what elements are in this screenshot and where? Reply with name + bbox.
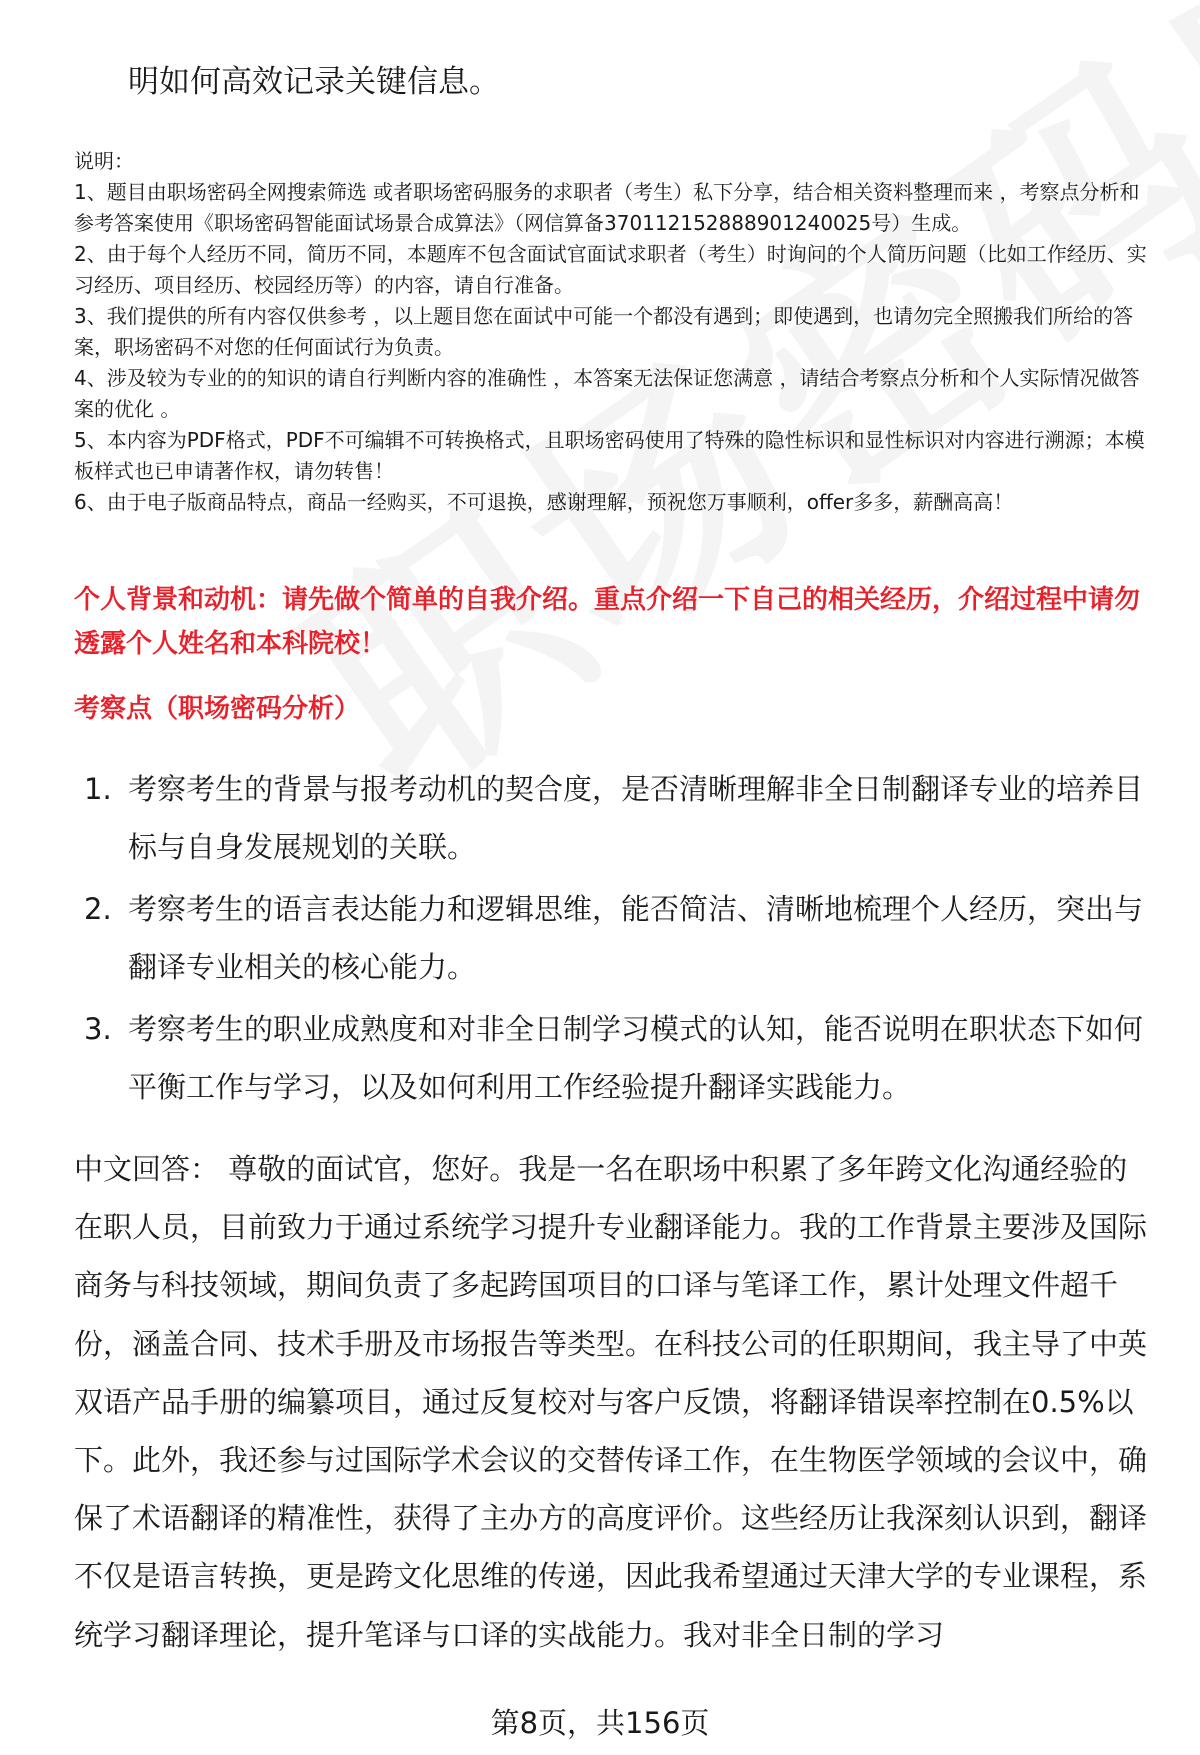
note-item: 4、涉及较为专业的的知识的请自行判断内容的准确性 ，本答案无法保证您满意 ，请结合考察点分析和个人实际情况做答案的优化 。 xyxy=(74,366,1140,421)
answer-text: 中文回答： 尊敬的面试官，您好。我是一名在职场中积累了多年跨文化沟通经验的在职人员，目前致力于通过系统学习提升专业翻译能力。我的工作背景主要涉及国际商务与科技领域，期间负责了多起跨国项目的口译与笔译工作，累计处理文件超千份，涵盖合同、技术手册及市场报告等类型。在科技公司的任职期间，我主导了中英双语产品手册的编纂项目，通过反复校对与客户反馈，将翻译错误率控制在0.5%以下。此外，我还参与过国际学术会议的交替传译工作，在生物医学领域的会议中，确保了术语翻译的精准性，获得了主办方的高度评价。这些经历让我深刻认识到，翻译不仅是语言转换，更是跨文化思维的传递，因此我希望通过天津大学的专业课程，系统学习翻译理论，提升笔译与口译的实战能力。我对非全日制的学习 xyxy=(74,1152,1148,1652)
point-number: 2. xyxy=(84,892,112,926)
page-number: 第8页，共156页 xyxy=(490,1706,710,1740)
note-item: 2、由于每个人经历不同，简历不同，本题库不包含面试官面试求职者（考生）时询问的个人简历问题（比如工作经历、实习经历、项目经历、校园经历等）的内容，请自行准备。 xyxy=(74,242,1147,297)
note-item: 6、由于电子版商品特点，商品一经购买，不可退换，感谢理解，预祝您万事顺利，offer多多，薪酬高高！ xyxy=(74,490,1014,514)
points-title: 考察点（职场密码分析） xyxy=(74,694,361,724)
point-number: 1. xyxy=(84,772,112,806)
note-item: 5、本内容为PDF格式，PDF不可编辑不可转换格式，且职场密码使用了特殊的隐性标识和显性标识对内容进行溯源；本模板样式也已申请著作权，请勿转售！ xyxy=(74,428,1145,483)
notes-title: 说明： xyxy=(74,149,134,173)
continued-text: 明如何高效记录关键信息。 xyxy=(128,64,500,100)
note-item: 3、我们提供的所有内容仅供参考 ，以上题目您在面试中可能一个都没有遇到；即使遇到，也请勿完全照搬我们所给的答案，职场密码不对您的任何面试行为负责。 xyxy=(74,304,1134,359)
assessment-point xyxy=(74,880,1154,996)
assessment-point xyxy=(74,1000,1154,1116)
point-text: 考察考生的职业成熟度和对非全日制学习模式的认知，能否说明在职状态下如何平衡工作与学习，以及如何利用工作经验提升翻译实践能力。 xyxy=(128,1012,1144,1104)
point-number: 3. xyxy=(84,1012,112,1046)
point-text: 考察考生的背景与报考动机的契合度，是否清晰理解非全日制翻译专业的培养目标与自身发展规划的关联。 xyxy=(128,772,1144,864)
point-text: 考察考生的语言表达能力和逻辑思维，能否简洁、清晰地梳理个人经历，突出与翻译专业相关的核心能力。 xyxy=(128,892,1144,984)
assessment-point xyxy=(74,760,1154,876)
question-heading: 个人背景和动机：请先做个简单的自我介绍。重点介绍一下自己的相关经历，介绍过程中请勿透露个人姓名和本科院校！ xyxy=(74,585,1141,659)
assessment-points-list xyxy=(74,760,1154,1120)
note-item: 1、题目由职场密码全网搜索筛选 或者职场密码服务的求职者（考生）私下分享，结合相关资料整理而来 ，考察点分析和参考答案使用《职场密码智能面试场景合成算法》（网信算备370112152888901240025号）生成。 xyxy=(74,180,1140,235)
notes-section xyxy=(74,146,1154,518)
